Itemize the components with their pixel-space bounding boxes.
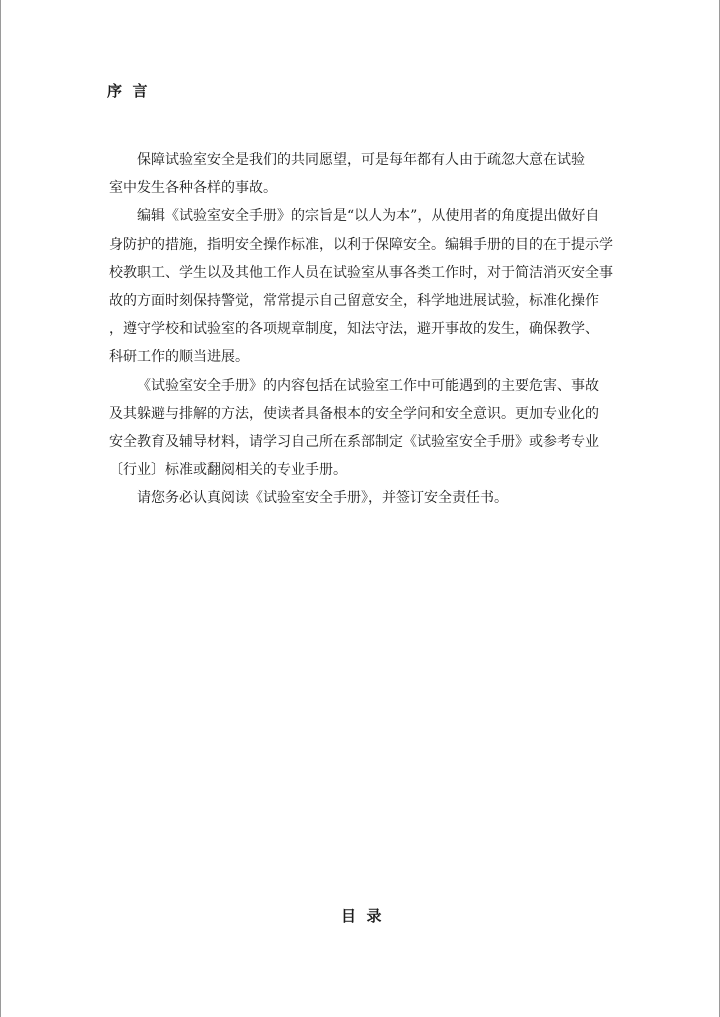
- preface-line: 请您务必认真阅读《试验室安全手册》，并签订安全责任书。: [137, 490, 508, 507]
- preface-line: 科研工作的顺当进展。: [109, 349, 249, 366]
- preface-line: 〔行业〕标准或翻阅相关的专业手册。: [109, 462, 347, 479]
- preface-line: 身防护的措施，指明安全操作标准，以利于保障安全。编辑手册的目的在于提示学: [109, 236, 613, 253]
- preface-line: 故的方面时刻保持警觉，常常提示自己留意安全，科学地进展试验，标准化操作: [109, 292, 599, 309]
- preface-line: 安全教育及辅导材料，请学习自己所在系部制定《试验室安全手册》或参考专业: [109, 433, 599, 450]
- preface-line: ，遵守学校和试验室的各项规章制度，知法守法，避开事故的发生，确保教学、: [109, 321, 599, 338]
- preface-line: 校教职工、学生以及其他工作人员在试验室从事各类工作时，对于简洁消灭安全事: [109, 264, 613, 281]
- preface-line: 《试验室安全手册》的内容包括在试验室工作中可能遇到的主要危害、事故: [137, 377, 599, 394]
- preface-line: 保障试验室安全是我们的共同愿望，可是每年都有人由于疏忽大意在试验: [137, 152, 585, 168]
- preface-line: 室中发生各种各样的事故。: [109, 180, 277, 197]
- preface-line: 及其躲避与排解的方法，使读者具备根本的安全学问和安全意识。更加专业化的: [109, 405, 599, 422]
- preface-line: 编辑《试验室安全手册》的宗旨是“以人为本”，从使用者的角度提出做好自: [137, 208, 600, 225]
- preface-title: 序 言: [107, 82, 148, 100]
- toc-title: 目 录: [341, 907, 382, 925]
- preface-body: [109, 146, 629, 512]
